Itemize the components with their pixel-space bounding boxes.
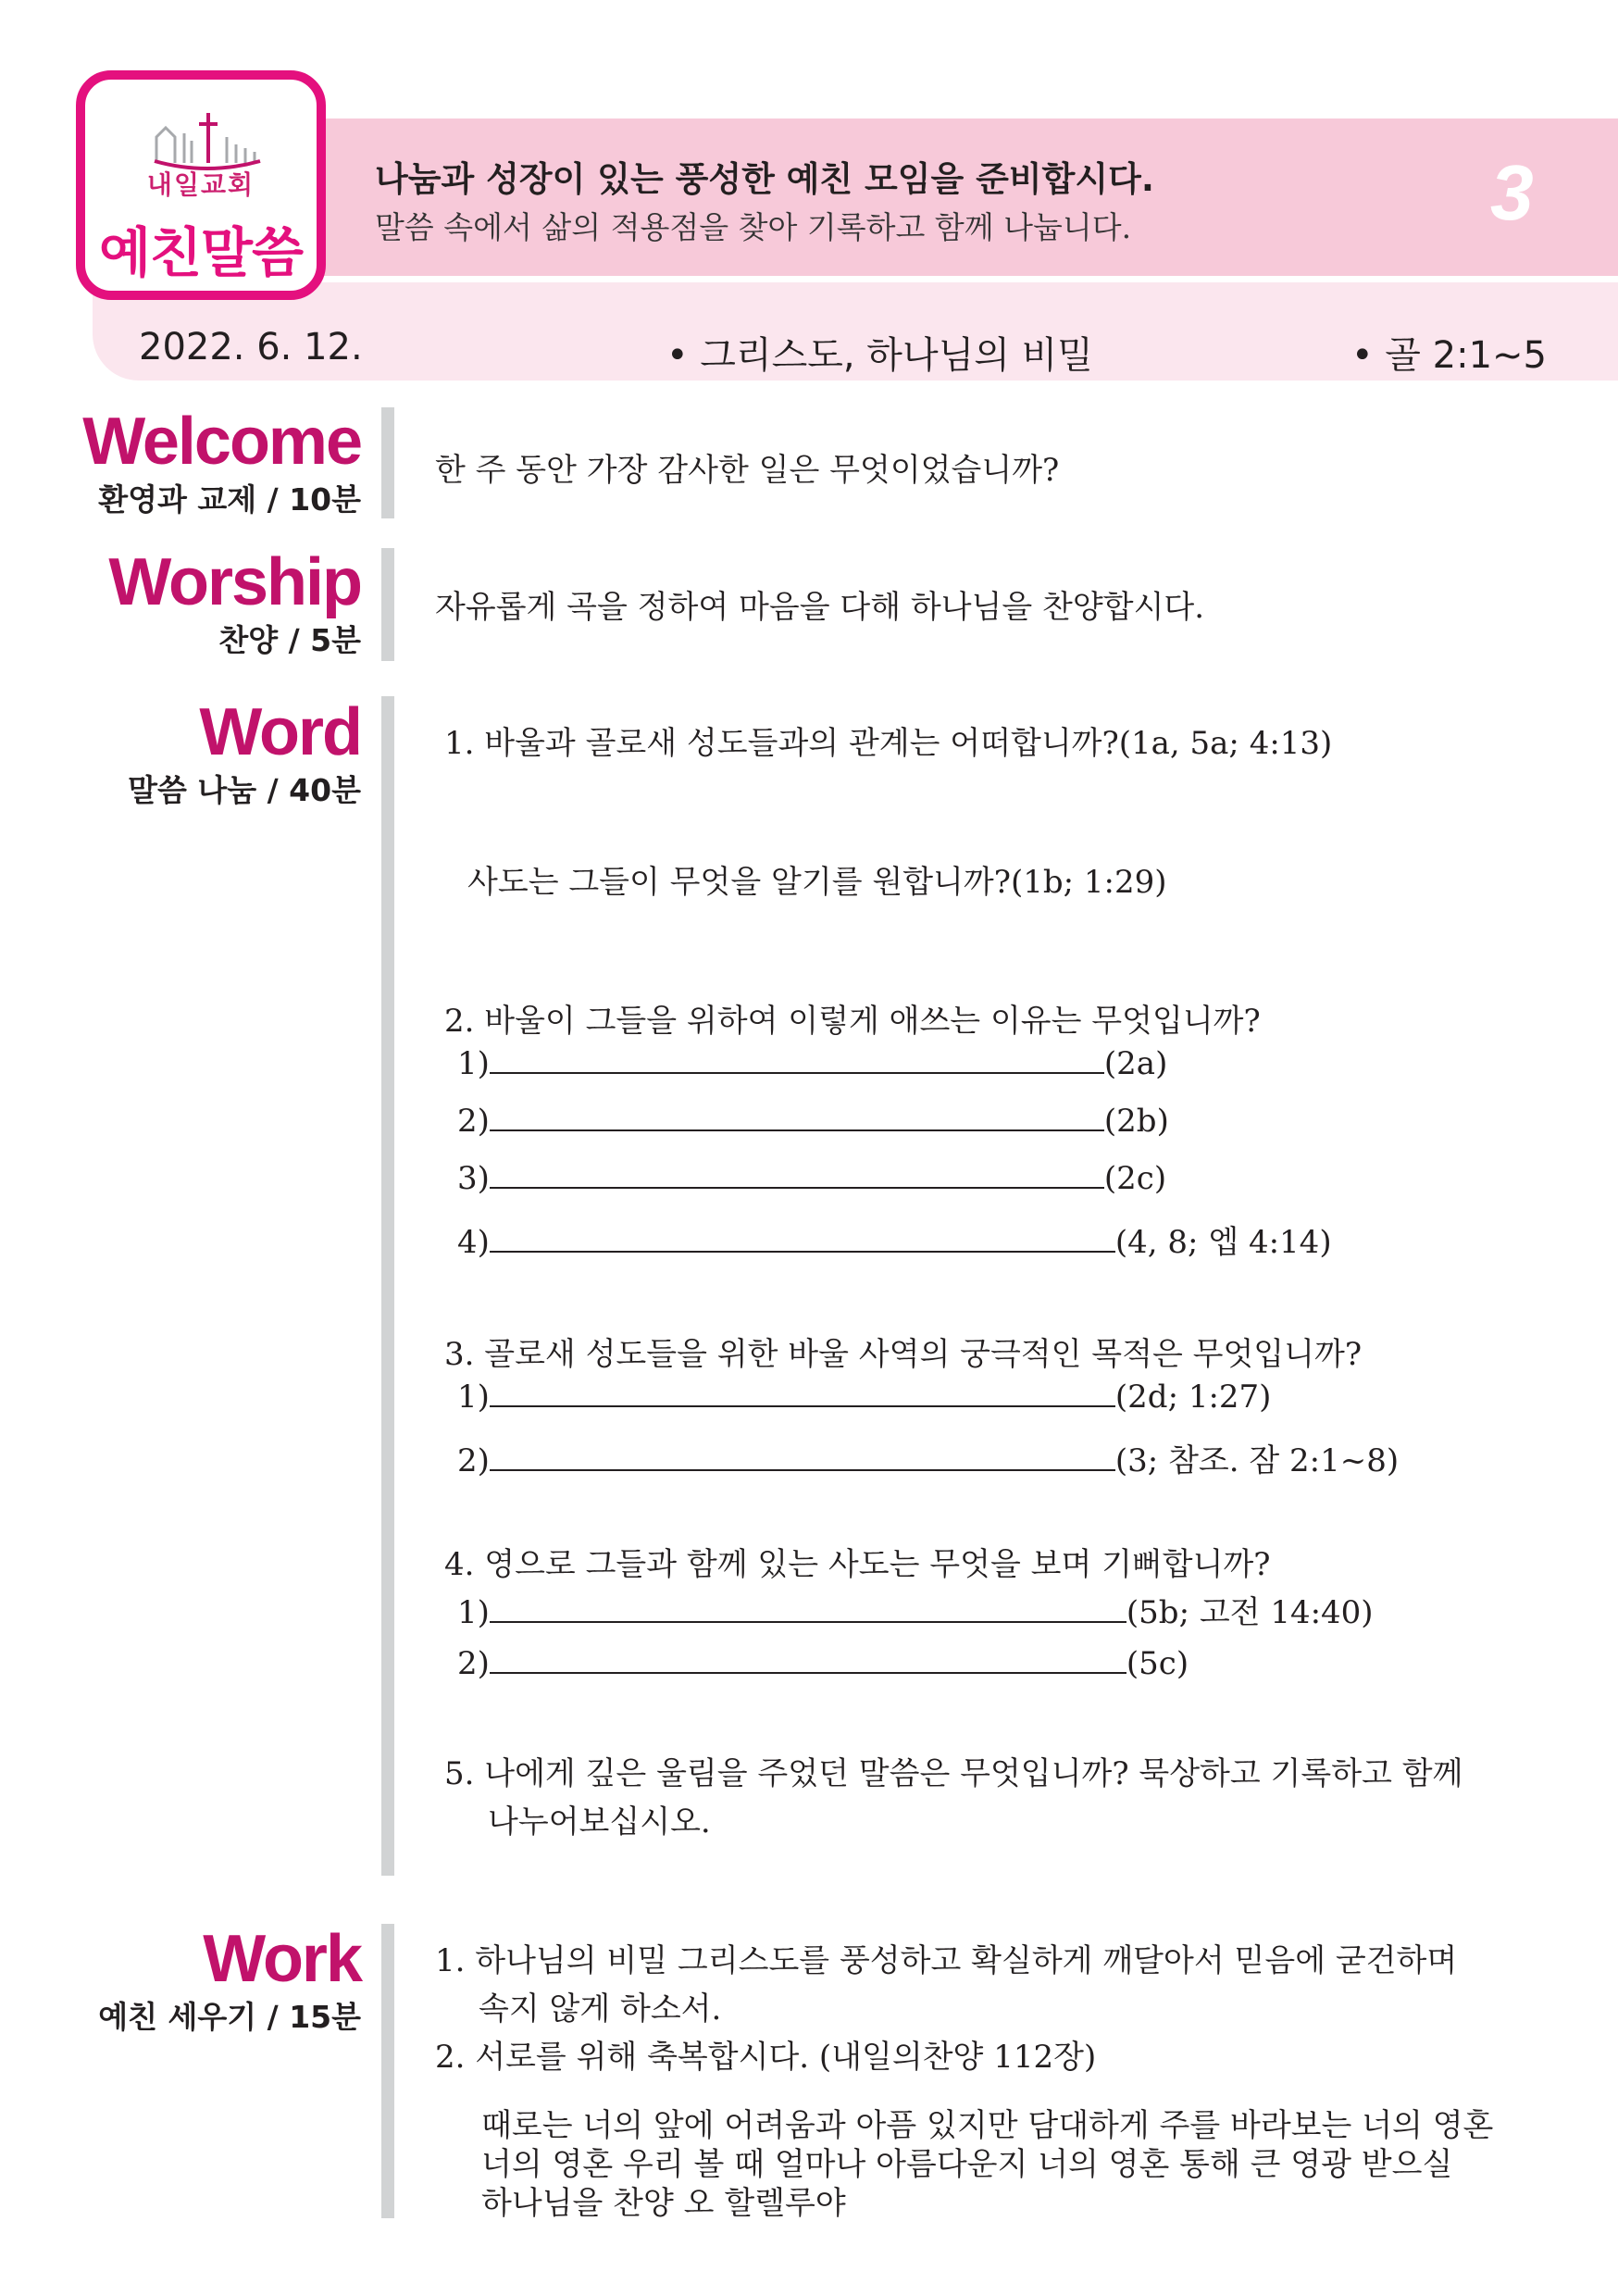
church-name: 내일교회 <box>146 169 255 200</box>
answer-blank[interactable] <box>490 1223 1115 1253</box>
question-2: 2. 바울이 그들을 위하여 이렇게 애쓰는 이유는 무엇입니까? <box>444 1003 1261 1040</box>
answer-number: 3) <box>457 1160 490 1197</box>
welcome-title: Welcome <box>82 405 361 479</box>
question-1-followup: 사도는 그들이 무엇을 알기를 원합니까?(1b; 1:29) <box>467 864 1167 901</box>
page-number: 3 <box>1490 149 1534 236</box>
song-lyric-line: 너의 영혼 우리 볼 때 얼마나 아름다운지 너의 영혼 통해 큰 영광 받으실 <box>481 2146 1453 2183</box>
scripture-reference: • 골 2:1~5 <box>1351 334 1548 377</box>
answer-number: 2) <box>457 1442 490 1479</box>
answer-number: 1) <box>457 1594 490 1631</box>
answer-line <box>457 1435 1399 1480</box>
section-divider <box>381 548 394 661</box>
answer-line <box>457 1159 1166 1197</box>
answer-reference: (2b) <box>1103 1103 1169 1140</box>
answer-reference: (2c) <box>1103 1160 1167 1197</box>
work-title: Work <box>203 1922 361 1996</box>
word-subtitle: 말씀 나눔 / 40분 <box>128 772 361 808</box>
worship-title: Worship <box>108 545 361 619</box>
answer-reference: (2d; 1:27) <box>1114 1379 1272 1416</box>
answer-line <box>457 1044 1167 1082</box>
question-1: 1. 바울과 골로새 성도들과의 관계는 어떠합니까?(1a, 5a; 4:13) <box>444 725 1333 762</box>
header-subline: 말씀 속에서 삶의 적용점을 찾아 기록하고 함께 나눕니다. <box>375 209 1132 245</box>
answer-blank[interactable] <box>490 1159 1104 1189</box>
date: 2022. 6. 12. <box>139 326 363 368</box>
section-divider <box>381 696 394 1876</box>
section-divider <box>381 1924 394 2218</box>
answer-blank[interactable] <box>490 1044 1104 1074</box>
work-item-2: 2. 서로를 위해 축복합시다. (내일의찬양 112장) <box>435 2039 1097 2076</box>
answer-blank[interactable] <box>490 1441 1115 1471</box>
header-headline: 나눔과 성장이 있는 풍성한 예친 모임을 준비합시다. <box>375 159 1154 199</box>
worship-subtitle: 찬양 / 5분 <box>218 622 361 658</box>
answer-line <box>457 1102 1169 1140</box>
answer-reference: (2a) <box>1103 1045 1168 1082</box>
answer-blank[interactable] <box>490 1644 1126 1674</box>
answer-line <box>457 1217 1332 1262</box>
answer-blank[interactable] <box>490 1593 1126 1623</box>
work-item-1-continued: 속지 않게 하소서. <box>479 1990 722 2028</box>
welcome-text: 한 주 동안 가장 감사한 일은 무엇이었습니까? <box>435 452 1060 489</box>
answer-reference: (4, 8; 엡 4:14) <box>1114 1224 1332 1261</box>
song-lyric-line: 때로는 너의 앞에 어려움과 아픔 있지만 담대하게 주를 바라보는 너의 영혼 <box>481 2107 1494 2144</box>
question-5: 5. 나에게 깊은 울림을 주었던 말씀은 무엇입니까? 묵상하고 기록하고 함께 <box>444 1755 1463 1792</box>
answer-number: 2) <box>457 1103 490 1140</box>
song-lyric-line: 하나님을 찬양 오 할렐루야 <box>481 2185 846 2222</box>
answer-line <box>457 1378 1271 1416</box>
answer-reference: (5b; 고전 14:40) <box>1126 1594 1374 1631</box>
answer-blank[interactable] <box>490 1102 1104 1131</box>
worship-text: 자유롭게 곡을 정하여 마음을 다해 하나님을 찬양합시다. <box>435 589 1205 626</box>
answer-line <box>457 1644 1189 1682</box>
question-5-continued: 나누어보십시오. <box>488 1803 711 1841</box>
word-title: Word <box>199 695 361 769</box>
logo-title: 예친말씀 <box>98 221 304 284</box>
answer-number: 4) <box>457 1224 490 1261</box>
answer-reference: (3; 참조. 잠 2:1~8) <box>1114 1442 1400 1479</box>
answer-number: 2) <box>457 1645 490 1682</box>
question-4: 4. 영으로 그들과 함께 있는 사도는 무엇을 보며 기뻐합니까? <box>444 1546 1271 1583</box>
work-item-1: 1. 하나님의 비밀 그리스도를 풍성하고 확실하게 깨달아서 믿음에 굳건하며 <box>435 1942 1458 1979</box>
answer-number: 1) <box>457 1379 490 1416</box>
answer-blank[interactable] <box>490 1378 1115 1407</box>
section-divider <box>381 407 394 518</box>
topic: • 그리스도, 하나님의 비밀 <box>666 334 1093 377</box>
answer-number: 1) <box>457 1045 490 1082</box>
question-3: 3. 골로새 성도들을 위한 바울 사역의 궁극적인 목적은 무엇입니까? <box>444 1336 1363 1373</box>
answer-reference: (5c) <box>1126 1645 1189 1682</box>
answer-line <box>457 1587 1374 1632</box>
welcome-subtitle: 환영과 교제 / 10분 <box>98 481 361 518</box>
work-subtitle: 예친 세우기 / 15분 <box>98 1999 361 2035</box>
